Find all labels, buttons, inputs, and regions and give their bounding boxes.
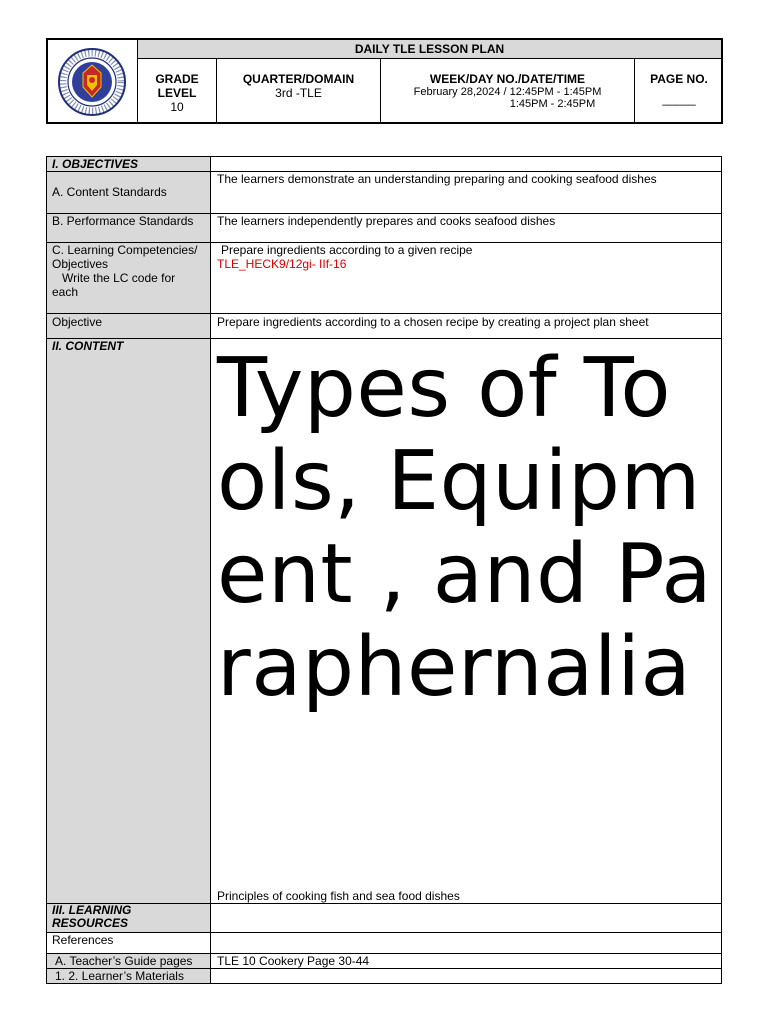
resources-heading-line-1: III. LEARNING xyxy=(52,903,132,917)
lesson-plan-title: DAILY TLE LESSON PLAN xyxy=(138,40,721,59)
performance-standards-value: The learners independently prepares and cooks seafood dishes xyxy=(217,214,556,228)
references-row xyxy=(47,933,721,954)
competencies-label-line-4: each xyxy=(52,285,79,299)
empty-cell xyxy=(211,933,721,953)
content-standards-row xyxy=(47,172,721,214)
resources-section-row xyxy=(47,904,721,933)
deped-seal-logo xyxy=(57,47,127,117)
content-standards-label: A. Content Standards xyxy=(47,172,211,213)
competencies-value-cell xyxy=(211,243,721,313)
competencies-label xyxy=(47,243,211,313)
quarter-label: QUARTER/DOMAIN xyxy=(242,72,355,86)
lc-code: TLE_HECK9/12gi- IIf-16 xyxy=(217,257,347,271)
resources-heading xyxy=(47,904,211,932)
objectives-heading: I. OBJECTIVES xyxy=(47,157,211,171)
performance-standards-row xyxy=(47,214,721,243)
lesson-plan-table xyxy=(46,156,722,984)
performance-standards-label: B. Performance Standards xyxy=(47,214,211,242)
lesson-topic-subtitle: Principles of cooking fish and sea food dishes xyxy=(217,889,460,903)
content-row xyxy=(47,339,721,904)
references-label: References xyxy=(47,933,211,953)
logo-cell xyxy=(48,40,138,122)
grade-value: 10 xyxy=(170,100,184,114)
objective-label: Objective xyxy=(47,314,211,338)
competencies-label-line-3: Write the LC code for xyxy=(62,271,176,285)
resources-heading-line-2: RESOURCES xyxy=(52,916,129,930)
objective-row xyxy=(47,314,721,339)
empty-cell xyxy=(211,969,721,983)
grade-level-cell xyxy=(138,59,217,122)
week-value-1: February 28,2024 / 12:45PM - 1:45PM xyxy=(413,86,602,98)
week-value-2: 1:45PM - 2:45PM xyxy=(509,98,596,110)
competencies-value: Prepare ingredients according to a given recipe xyxy=(221,243,473,257)
teachers-guide-label: A. Teacher’s Guide pages xyxy=(47,954,211,968)
learners-materials-label: 1. 2. Learner’s Materials xyxy=(47,969,211,983)
page-value: _____ xyxy=(662,92,696,106)
week-day-cell xyxy=(381,59,635,122)
page-label: PAGE NO. xyxy=(650,72,708,86)
content-value-cell xyxy=(211,339,721,903)
teachers-guide-row xyxy=(47,954,721,969)
competencies-row xyxy=(47,243,721,314)
week-label: WEEK/DAY NO./DATE/TIME xyxy=(429,72,586,86)
quarter-domain-cell xyxy=(217,59,381,122)
page-no-cell xyxy=(635,59,723,122)
level-label: LEVEL xyxy=(157,86,197,100)
content-heading: II. CONTENT xyxy=(47,339,211,903)
competencies-label-line-2: Objectives xyxy=(52,257,109,271)
quarter-value: 3rd -TLE xyxy=(275,86,322,100)
objective-value: Prepare ingredients according to a chosen recipe by creating a project plan sheet xyxy=(217,315,649,329)
lesson-plan-header xyxy=(46,38,723,124)
competencies-label-line-1: C. Learning Competencies/ xyxy=(52,243,198,257)
empty-cell xyxy=(211,157,721,171)
content-standards-value: The learners demonstrate an understanding preparing and cooking seafood dishes xyxy=(217,172,657,186)
grade-label: GRADE xyxy=(155,72,199,86)
lesson-topic-title: Types of Tools, Equipment , and Paraphernalia xyxy=(217,341,713,715)
learners-materials-row xyxy=(47,969,721,983)
teachers-guide-value: TLE 10 Cookery Page 30-44 xyxy=(217,954,370,968)
empty-cell xyxy=(211,904,721,932)
objectives-section-row xyxy=(47,157,721,172)
